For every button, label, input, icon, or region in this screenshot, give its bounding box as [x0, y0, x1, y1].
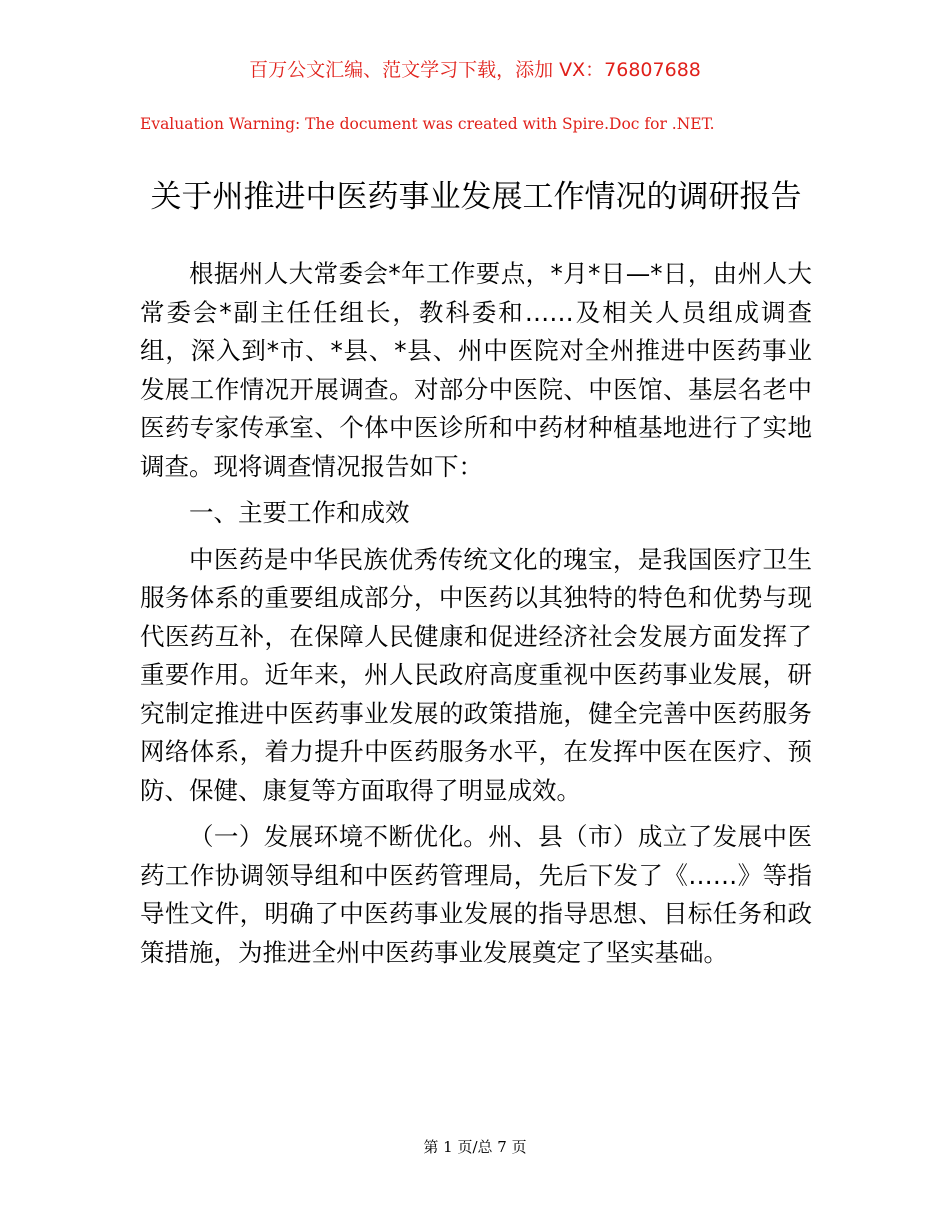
- body-paragraph: （一）发展环境不断优化。州、县（市）成立了发展中医药工作协调领导组和中医药管理局，先后下发了《……》等指导性文件，明确了中医药事业发展的指导思想、目标任务和政策措施，为推进全州中医药事业发展奠定了坚实基础。: [140, 822, 812, 967]
- section-heading: 一、主要工作和成效: [189, 498, 410, 527]
- body-paragraph: 中医药是中华民族优秀传统文化的瑰宝，是我国医疗卫生服务体系的重要组成部分，中医药以其独特的特色和优势与现代医药互补，在保障人民健康和促进经济社会发展方面发挥了重要作用。近年来，州人民政府高度重视中医药事业发展，研究制定推进中医药事业发展的政策措施，健全完善中医药服务网络体系，着力提升中医药服务水平，在发挥中医在医疗、预防、保健、康复等方面取得了明显成效。: [140, 544, 812, 805]
- intro-paragraph: 根据州人大常委会*年工作要点，*月*日—*日，由州人大常委会*副主任任组长，教科委和……及相关人员组成调查组，深入到*市、*县、*县、州中医院对全州推进中医药事业发展工作情况开展调查。对部分中医院、中医馆、基层名老中医药专家传承室、个体中医诊所和中药材种植基地进行了实地调查。现将调查情况报告如下：: [140, 259, 812, 481]
- promo-banner: 百万公文汇编、范文学习下载，添加 VX：76807688: [249, 59, 701, 81]
- document-body: [140, 255, 812, 980]
- page-indicator: 第 1 页/总 7 页: [423, 1138, 527, 1156]
- evaluation-warning: Evaluation Warning: The document was created with Spire.Doc for .NET.: [140, 115, 715, 133]
- document-title: 关于州推进中医药事业发展工作情况的调研报告: [150, 178, 802, 215]
